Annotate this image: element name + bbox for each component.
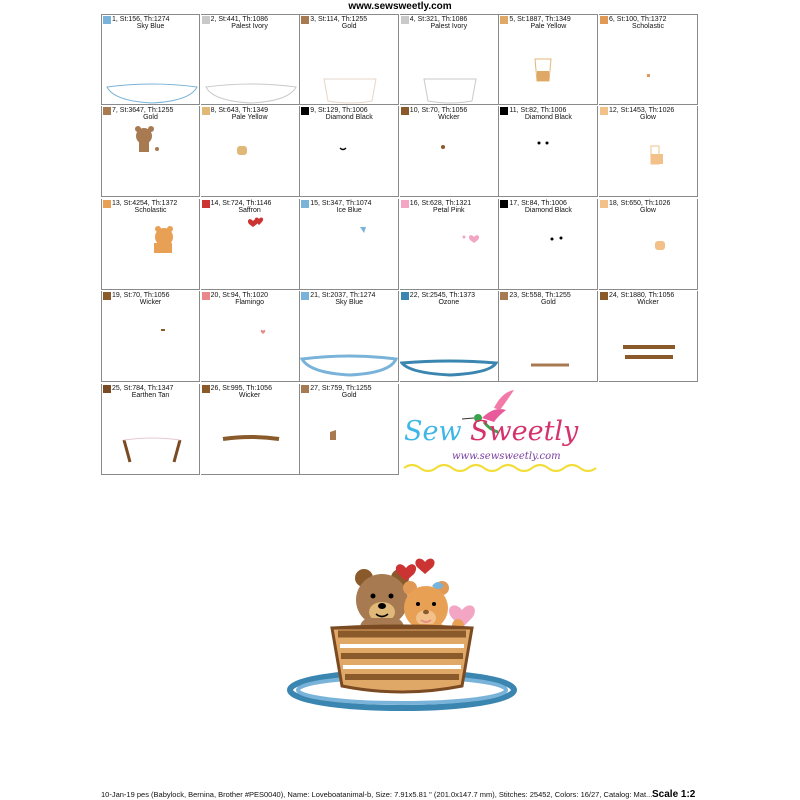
color-cell-6 (599, 14, 698, 105)
logo-sew: Sew (404, 416, 462, 447)
color-cell-2 (201, 14, 300, 105)
color-name: Diamond Black (325, 114, 373, 122)
color-name: Gold (143, 114, 158, 122)
color-meta: 16, St:628, Th:1321 (409, 199, 472, 207)
color-cell-23 (499, 291, 598, 382)
color-cell-12 (599, 106, 698, 197)
color-meta: 1, St:156, Th:1274 (112, 16, 170, 23)
color-name: Scholastic (632, 23, 664, 30)
color-name: Saffron (238, 206, 261, 214)
color-name: Sky Blue (335, 299, 363, 307)
color-cell-27 (300, 384, 399, 475)
color-meta: 14, St:724, Th:1146 (210, 199, 272, 207)
color-cell-13 (101, 199, 200, 290)
color-meta: 7, St:3647, Th:1255 (112, 107, 174, 115)
color-name: Gold (341, 391, 357, 399)
color-meta: 6, St:100, Th:1372 (609, 16, 667, 23)
logo-sweetly: Sweetly (470, 416, 579, 447)
color-meta: 15, St:347, Th:1074 (310, 199, 372, 207)
color-name: Glow (640, 114, 656, 122)
color-cell-17 (499, 199, 598, 290)
color-name: Palest Ivory (430, 23, 468, 30)
design-preview-image (282, 548, 522, 728)
logo-url: www.sewsweetly.com (452, 451, 561, 462)
color-meta: 26, St:995, Th:1056 (210, 384, 272, 392)
site-url-header: www.sewsweetly.com (348, 1, 452, 12)
color-meta: 19, St:70, Th:1056 (112, 292, 170, 300)
color-meta: 20, St:94, Th:1020 (210, 292, 269, 300)
color-name: Flamingo (235, 299, 264, 307)
color-cell-4 (400, 14, 499, 105)
color-meta: 12, St:1453, Th:1026 (609, 107, 675, 115)
color-cell-26 (201, 384, 300, 475)
color-name: Ozone (438, 299, 460, 307)
color-meta: 24, St:1880, Th:1056 (609, 292, 675, 300)
color-name: Scholastic (134, 206, 167, 214)
color-cell-8 (201, 106, 300, 197)
color-meta: 11, St:82, Th:1006 (509, 107, 567, 115)
color-meta: 8, St:643, Th:1349 (210, 107, 269, 115)
color-name: Diamond Black (524, 114, 572, 122)
color-meta: 22, St:2545, Th:1373 (409, 292, 476, 300)
color-cell-1 (101, 14, 200, 105)
color-name: Pale Yellow (530, 23, 567, 30)
color-name: Petal Pink (433, 206, 465, 214)
color-name: Pale Yellow (231, 114, 268, 122)
color-meta: 23, St:558, Th:1255 (509, 292, 571, 300)
color-meta: 10, St:70, Th:1056 (409, 107, 468, 115)
sew-sweetly-logo (402, 388, 612, 480)
color-cell-24 (599, 291, 698, 382)
color-cell-19 (101, 291, 200, 382)
color-cell-20 (201, 291, 300, 382)
color-name: Wicker (637, 299, 659, 307)
color-meta: 4, St:321, Th:1086 (409, 16, 468, 23)
color-meta: 3, St:114, Th:1255 (310, 16, 368, 23)
color-name: Wicker (438, 114, 460, 122)
color-cell-18 (599, 199, 698, 290)
color-cell-5 (499, 14, 598, 105)
color-cell-15 (300, 199, 399, 290)
color-name: Diamond Black (524, 206, 572, 214)
color-name: Wicker (139, 299, 162, 307)
color-meta: 2, St:441, Th:1086 (210, 16, 269, 23)
logo-squiggle (404, 465, 596, 471)
color-meta: 27, St:759, Th:1255 (310, 384, 372, 392)
color-meta: 17, St:84, Th:1006 (509, 199, 567, 207)
color-meta: 13, St:4254, Th:1372 (112, 199, 178, 207)
color-cell-10 (400, 106, 499, 197)
color-meta: 18, St:650, Th:1026 (609, 199, 671, 207)
color-cell-25 (101, 384, 200, 475)
color-name: Gold (540, 299, 556, 307)
color-cell-14 (201, 199, 300, 290)
color-cell-16 (400, 199, 499, 290)
color-cell-11 (499, 106, 598, 197)
color-cell-9 (300, 106, 399, 197)
design-info-footer: 10-Jan-19 pes (Babylock, Bernina, Brother #PES0040), Name: Loveboatanimal-b, Size: 7.91x5.81 " (201.0x147.7 mm), Stitches: 25452, Colors: 16/27, Catalog: Mat... (101, 790, 653, 799)
color-name: Palest Ivory (231, 23, 268, 30)
color-meta: 21, St:2037, Th:1274 (310, 292, 376, 300)
color-name: Earthen Tan (131, 391, 170, 399)
color-name: Sky Blue (136, 23, 165, 30)
color-meta: 25, St:784, Th:1347 (112, 384, 174, 392)
color-meta: 9, St:129, Th:1006 (310, 107, 368, 115)
scale-label: Scale 1:2 (652, 789, 696, 800)
color-cell-7 (101, 106, 200, 197)
color-name: Ice Blue (336, 206, 362, 214)
color-cell-3 (300, 14, 399, 105)
color-name: Glow (640, 206, 656, 214)
color-meta: 5, St:1887, Th:1349 (509, 16, 571, 23)
color-name: Wicker (238, 391, 261, 399)
color-name: Gold (341, 23, 357, 30)
color-cell-21 (300, 291, 399, 382)
color-cell-22 (400, 291, 499, 382)
